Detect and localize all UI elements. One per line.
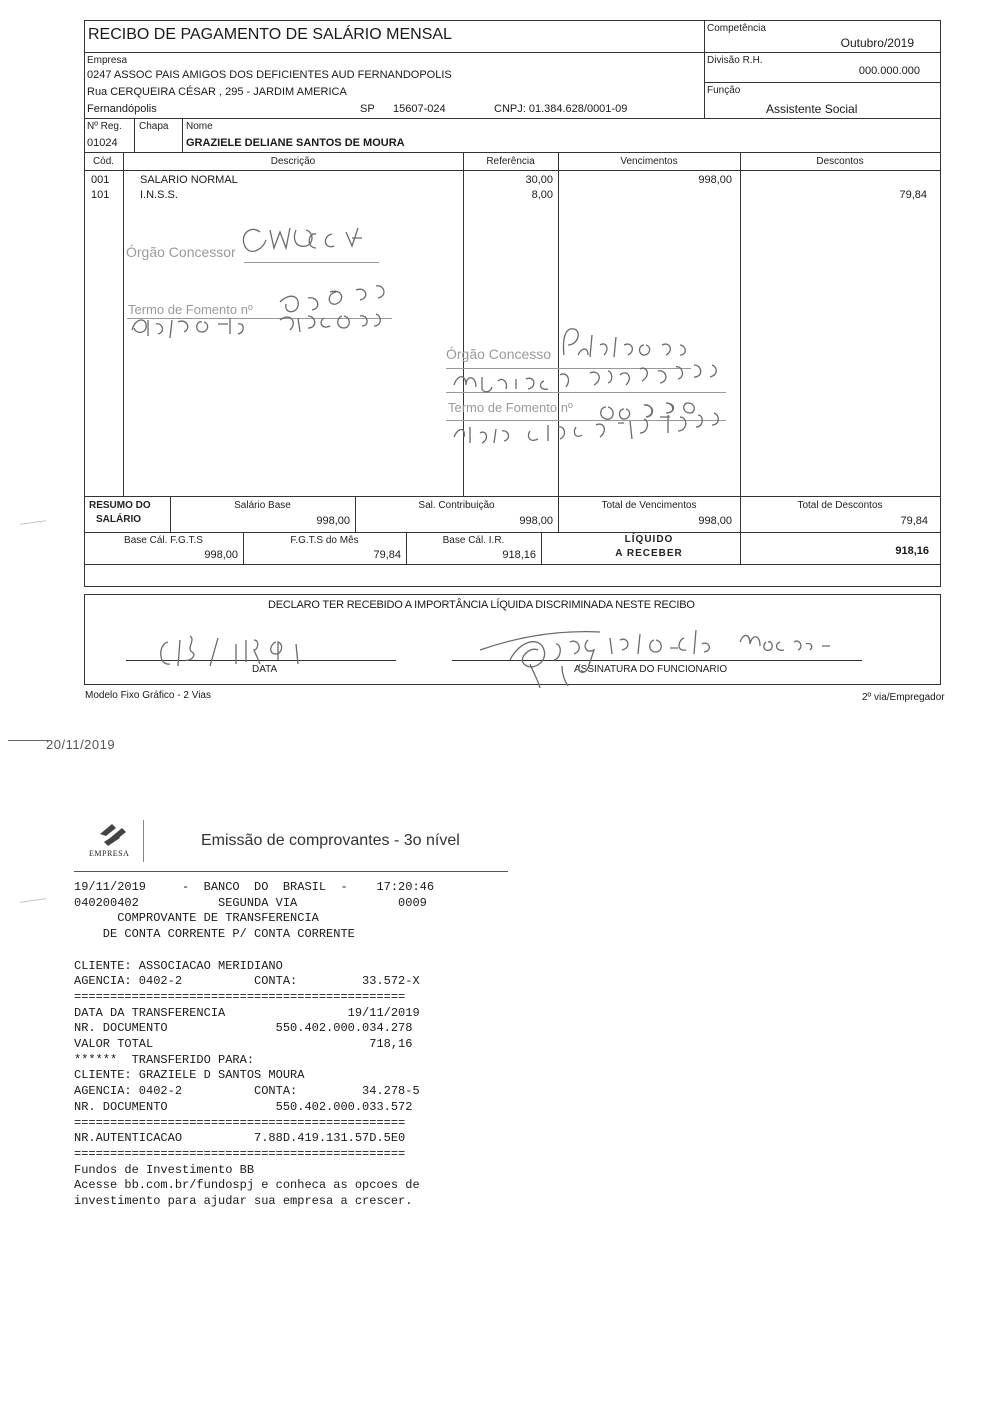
bank-receipt-line: NR. DOCUMENTO 550.402.000.034.278 [74, 1021, 413, 1036]
bank-receipt-line: NR. DOCUMENTO 550.402.000.033.572 [74, 1099, 413, 1114]
fgts-mes-value: 79,84 [373, 549, 401, 561]
chapa-label: Chapa [139, 121, 169, 132]
item-descricao: I.N.S.S. [140, 189, 178, 201]
divisao-label: Divisão R.H. [707, 55, 763, 66]
col-referencia: Referência [486, 156, 535, 167]
base-ir-label: Base Cál. I.R. [442, 535, 505, 546]
total-desc-label: Total de Descontos [797, 500, 883, 511]
modelo-text: Modelo Fixo Gráfico - 2 Vias [85, 690, 211, 701]
handwritten-date [150, 630, 320, 670]
bank-receipt-line: Acesse bb.com.br/fundospj e conheca as opcoes de [74, 1178, 420, 1193]
bank-receipt-line: ****** TRANSFERIDO PARA: [74, 1052, 255, 1067]
via-text: 2º via/Empregador [862, 692, 945, 703]
col-descontos: Descontos [816, 156, 864, 167]
print-date: 20/11/2019 [46, 737, 116, 752]
col-cod: Cód. [92, 156, 115, 167]
bank-receipt-line: ============================================== [74, 1146, 406, 1161]
total-desc-value: 79,84 [900, 515, 928, 527]
stamp2-orgao-label: Órgão Concesso [446, 346, 552, 362]
salario-base-value: 998,00 [316, 515, 350, 527]
empresa-label: Empresa [87, 55, 128, 66]
bank-receipt-line: CLIENTE: ASSOCIACAO MERIDIANO [74, 958, 283, 973]
bank-receipt-body [74, 880, 514, 1220]
salario-base-label: Salário Base [234, 500, 291, 511]
liquido-value: 918,16 [895, 545, 929, 557]
bank-header-title: Emissão de comprovantes - 3o nível [201, 832, 460, 849]
resumo-label-1: RESUMO DO [89, 500, 151, 511]
empresa-name: 0247 ASSOC PAIS AMIGOS DOS DEFICIENTES AUD FERNANDOPOLIS [87, 69, 452, 81]
empresa-cep: 15607-024 [393, 103, 446, 115]
bank-receipt-line: VALOR TOTAL 718,16 [74, 1037, 413, 1051]
handwriting-stamp1 [120, 220, 410, 360]
bank-logo-caption: EMPRESA [89, 849, 130, 858]
bank-receipt-line: COMPROVANTE DE TRANSFERENCIA [74, 911, 319, 926]
bank-receipt-line: 040200402 SEGUNDA VIA 0009 [74, 895, 427, 910]
resumo-label-2: SALÁRIO [96, 514, 141, 525]
bank-receipt-line: ============================================== [74, 989, 406, 1004]
bank-receipt-line: 19/11/2019 - BANCO DO BRASIL - 17:20:46 [74, 880, 435, 894]
funcao-label: Função [707, 85, 741, 96]
liquido-label-2: A RECEBER [615, 548, 683, 559]
total-venc-value: 998,00 [698, 515, 732, 527]
col-descricao: Descrição [270, 156, 316, 167]
bank-receipt-line: AGENCIA: 0402-2 CONTA: 34.278-5 [74, 1084, 420, 1099]
stamp1-orgao-label: Órgão Concessor [126, 244, 236, 260]
bank-receipt-line: DATA DA TRANSFERENCIA 19/11/2019 [74, 1005, 420, 1020]
empresa-endereco: Rua CERQUEIRA CÉSAR , 295 - JARDIM AMERICA [87, 86, 347, 98]
bank-receipt-line: investimento para ajudar sua empresa a crescer. [74, 1194, 413, 1208]
divisao-value: 000.000.000 [858, 65, 920, 77]
item-referencia: 8,00 [531, 189, 553, 201]
nome-label: Nome [186, 121, 213, 132]
data-label: DATA [252, 664, 278, 675]
funcao-value: Assistente Social [766, 102, 858, 116]
stamp2-termo-label: Termo de Fomento nº [448, 400, 573, 415]
base-fgts-label: Base Cál. F.G.T.S [124, 535, 203, 546]
bank-receipt-line: CLIENTE: GRAZIELE D SANTOS MOURA [74, 1068, 305, 1083]
bank-logo [84, 818, 146, 864]
item-vencimentos: 998,00 [698, 174, 732, 186]
handwriting-stamp2 [440, 315, 740, 465]
fgts-mes-label: F.G.T.S do Mês [290, 535, 359, 546]
nome-value: GRAZIELE DELIANE SANTOS DE MOURA [186, 137, 405, 149]
item-referencia: 30,00 [525, 174, 553, 186]
declaro-text: DECLARO TER RECEBIDO A IMPORTÂNCIA LÍQUIDA DISCRIMINADA NESTE RECIBO [268, 599, 695, 611]
item-descontos: 79,84 [899, 189, 927, 201]
bank-receipt-line: Fundos de Investimento BB [74, 1162, 255, 1177]
competencia-label: Competência [707, 23, 766, 34]
bb-logo-icon [94, 820, 134, 850]
empresa-cidade: Fernandópolis [87, 103, 157, 115]
empresa-cnpj: CNPJ: 01.384.628/0001-09 [494, 103, 628, 115]
assinatura-label: ASSINATURA DO FUNCIONARIO [574, 664, 728, 675]
item-cod: 101 [91, 189, 110, 201]
base-ir-value: 918,16 [502, 549, 536, 561]
empresa-uf: SP [360, 103, 375, 115]
item-cod: 001 [91, 174, 110, 186]
bank-receipt-line: NR.AUTENTICACAO 7.88D.419.131.57D.5E0 [74, 1131, 406, 1146]
sal-contrib-label: Sal. Contribuição [418, 500, 495, 511]
employee-signature [470, 620, 870, 690]
receipt-title: RECIBO DE PAGAMENTO DE SALÁRIO MENSAL [88, 26, 452, 43]
bank-receipt-line: ============================================== [74, 1115, 406, 1130]
stamp1-termo-label: Termo de Fomento nº [128, 302, 253, 317]
nreg-value: 01024 [87, 137, 118, 149]
bank-receipt-line: AGENCIA: 0402-2 CONTA: 33.572-X [74, 974, 420, 989]
bank-receipt-line: DE CONTA CORRENTE P/ CONTA CORRENTE [74, 927, 355, 942]
item-descricao: SALARIO NORMAL [140, 174, 238, 186]
base-fgts-value: 998,00 [204, 549, 238, 561]
total-venc-label: Total de Vencimentos [601, 500, 697, 511]
col-vencimentos: Vencimentos [620, 156, 678, 167]
nreg-label: Nº Reg. [87, 121, 122, 132]
competencia-value: Outubro/2019 [840, 36, 914, 50]
liquido-label-1: LÍQUIDO [624, 534, 674, 545]
sal-contrib-value: 998,00 [519, 515, 553, 527]
